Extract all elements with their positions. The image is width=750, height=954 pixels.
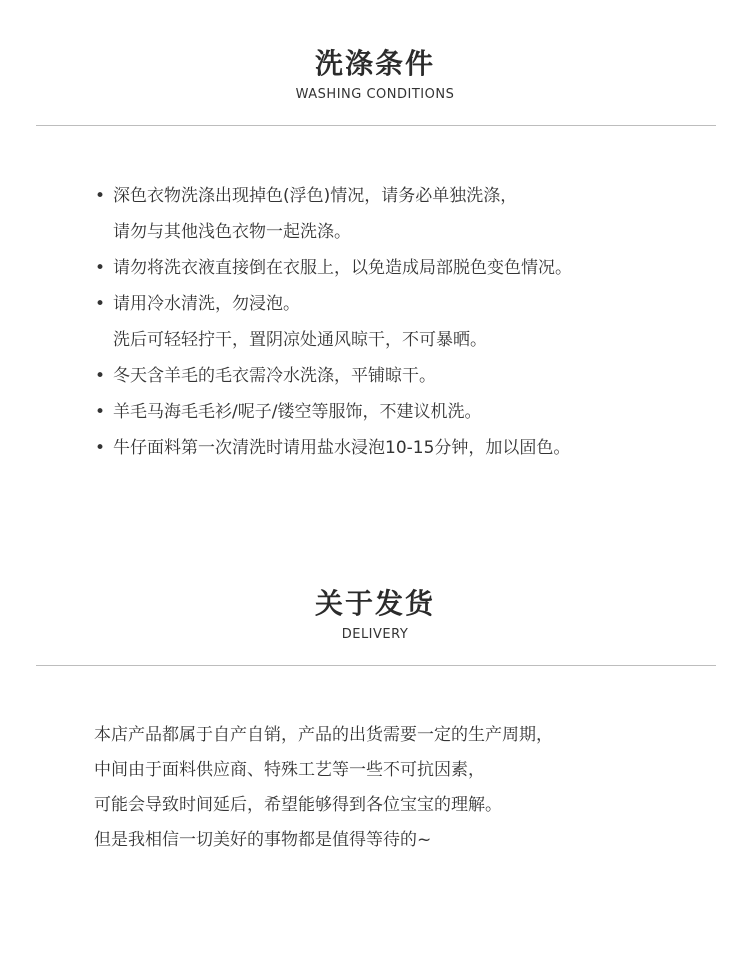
- washing-line: [94, 214, 734, 250]
- delivery-paragraph: [94, 718, 714, 858]
- delivery-line: 可能会导致时间延后，希望能够得到各位宝宝的理解。: [94, 795, 502, 815]
- washing-line-text: 洗后可轻轻拧干，置阴凉处通风晾干，不可暴晒。: [113, 330, 487, 350]
- delivery-line: 本店产品都属于自产自销，产品的出货需要一定的生产周期，: [94, 725, 553, 745]
- bullet-dot: •: [94, 258, 106, 278]
- washing-subtitle: WASHING CONDITIONS: [295, 87, 455, 102]
- washing-divider: [36, 125, 716, 126]
- washing-instructions-list: [94, 178, 734, 466]
- delivery-line: 中间由于面料供应商、特殊工艺等一些不可抗因素，: [94, 760, 485, 780]
- washing-line-text: 深色衣物洗涤出现掉色(浮色)情况，请务必单独洗涤，: [113, 186, 518, 206]
- washing-line: [94, 286, 734, 322]
- washing-line: [94, 250, 734, 286]
- washing-line-text: 请勿与其他浅色衣物一起洗涤。: [113, 222, 351, 242]
- bullet-dot: •: [94, 402, 106, 422]
- delivery-line: 但是我相信一切美好的事物都是值得等待的~: [94, 830, 432, 850]
- washing-line-text: 请勿将洗衣液直接倒在衣服上，以免造成局部脱色变色情况。: [113, 258, 572, 278]
- washing-title: 洗涤条件: [314, 47, 435, 80]
- bullet-dot: •: [94, 366, 106, 386]
- washing-line: [94, 394, 734, 430]
- delivery-divider: [36, 665, 716, 666]
- bullet-dot: •: [94, 438, 106, 458]
- washing-line: [94, 322, 734, 358]
- washing-line: [94, 430, 734, 466]
- delivery-title: 关于发货: [314, 587, 435, 620]
- washing-line-text: 冬天含羊毛的毛衣需冷水洗涤，平铺晾干。: [113, 366, 436, 386]
- washing-line-text: 牛仔面料第一次清洗时请用盐水浸泡10-15分钟，加以固色。: [113, 438, 571, 458]
- bullet-dot: •: [94, 294, 106, 314]
- washing-line-text: 请用冷水清洗，勿浸泡。: [113, 294, 300, 314]
- washing-line-text: 羊毛马海毛毛衫/呢子/镂空等服饰，不建议机洗。: [113, 402, 482, 422]
- bullet-dot: •: [94, 186, 106, 206]
- washing-line: [94, 178, 734, 214]
- delivery-subtitle: DELIVERY: [341, 627, 409, 642]
- washing-line: [94, 358, 734, 394]
